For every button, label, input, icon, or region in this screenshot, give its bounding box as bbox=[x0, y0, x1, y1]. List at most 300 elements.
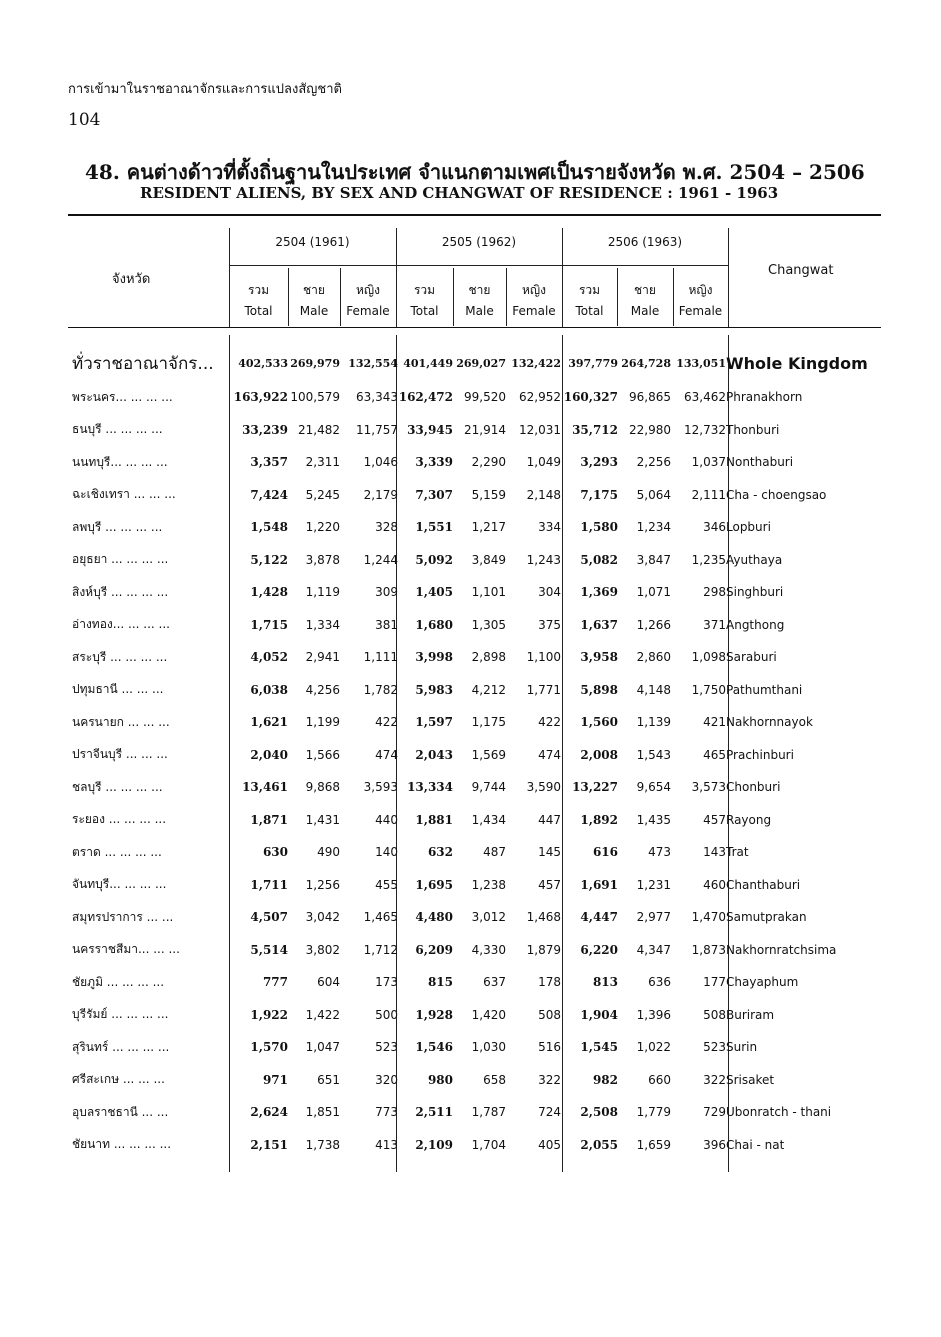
cell-total: 1,904 bbox=[580, 1007, 618, 1022]
cell-total: 5,514 bbox=[250, 942, 288, 957]
cell-male: 1,431 bbox=[305, 812, 340, 827]
cell-total: 1,369 bbox=[580, 585, 618, 600]
cell-male: 1,305 bbox=[471, 617, 506, 632]
cell-male: 1,238 bbox=[471, 877, 506, 892]
cell-total: 2,040 bbox=[250, 747, 288, 762]
cell-female: 773 bbox=[375, 1105, 398, 1120]
cell-male: 1,217 bbox=[471, 520, 506, 535]
cell-male: 473 bbox=[648, 845, 671, 860]
cell-female: 62,952 bbox=[519, 390, 561, 405]
cell-male: 1,199 bbox=[305, 715, 340, 730]
cell-total: 1,545 bbox=[580, 1040, 618, 1055]
cell-total: 4,447 bbox=[580, 910, 618, 925]
province-name-thai: ปราจีนบุรี ... ... ... bbox=[72, 747, 168, 762]
cell-total: 1,551 bbox=[415, 520, 453, 535]
cell-male: 1,266 bbox=[636, 617, 671, 632]
cell-total: 3,998 bbox=[415, 650, 453, 665]
cell-total: 815 bbox=[427, 975, 453, 990]
cell-total: 1,405 bbox=[415, 585, 453, 600]
cell-female: 1,873 bbox=[691, 942, 726, 957]
cell-female: 1,100 bbox=[526, 650, 561, 665]
changwat-name-english: Srisaket bbox=[726, 1072, 775, 1087]
province-name-thai: ชลบุรี ... ... ... ... bbox=[72, 779, 163, 794]
cell-male: 2,290 bbox=[471, 455, 506, 470]
cell-male: 2,256 bbox=[636, 455, 671, 470]
table-row bbox=[72, 706, 887, 739]
cell-male: 2,311 bbox=[305, 455, 340, 470]
cell-total: 1,597 bbox=[415, 715, 453, 730]
table-row bbox=[72, 479, 887, 512]
cell-total: 33,239 bbox=[242, 422, 288, 437]
cell-female: 1,470 bbox=[691, 910, 726, 925]
table-row bbox=[72, 836, 887, 869]
cell-female: 1,111 bbox=[363, 650, 398, 665]
header-sub-female bbox=[673, 280, 728, 322]
cell-total: 630 bbox=[262, 845, 288, 860]
cell-male: 1,434 bbox=[471, 812, 506, 827]
cell-male: 637 bbox=[483, 975, 506, 990]
province-name-thai: ทั่วราชอาณาจักร... bbox=[72, 353, 214, 374]
cell-female: 3,593 bbox=[363, 780, 398, 795]
cell-male: 1,047 bbox=[305, 1040, 340, 1055]
changwat-name-english: Nonthaburi bbox=[726, 455, 794, 470]
cell-male: 9,868 bbox=[305, 780, 340, 795]
cell-total: 2,008 bbox=[580, 747, 618, 762]
cell-total: 1,922 bbox=[250, 1007, 288, 1022]
sub-th: หญิง bbox=[522, 283, 546, 297]
cell-female: 1,046 bbox=[363, 455, 398, 470]
cell-male: 660 bbox=[648, 1072, 671, 1087]
cell-total: 162,472 bbox=[398, 390, 453, 405]
table-row bbox=[72, 1129, 887, 1162]
cell-male: 1,779 bbox=[636, 1105, 671, 1120]
cell-female: 304 bbox=[538, 585, 561, 600]
header-sub-total bbox=[562, 280, 617, 322]
cell-female: 177 bbox=[703, 975, 726, 990]
changwat-name-english: Saraburi bbox=[726, 650, 777, 665]
sub-en: Female bbox=[678, 304, 723, 318]
header-sub-female bbox=[340, 280, 396, 322]
province-name-thai: ศรีสะเกษ ... ... ... bbox=[72, 1072, 165, 1087]
cell-female: 465 bbox=[703, 747, 726, 762]
cell-male: 636 bbox=[648, 975, 671, 990]
table-row bbox=[72, 381, 887, 414]
province-name-thai: จันทบุรี... ... ... ... bbox=[72, 877, 167, 892]
cell-female: 500 bbox=[375, 1007, 398, 1022]
table-row bbox=[72, 739, 887, 772]
province-name-thai: นนทบุรี... ... ... ... bbox=[72, 454, 168, 469]
cell-female: 132,554 bbox=[348, 356, 398, 370]
cell-female: 1,468 bbox=[526, 910, 561, 925]
sub-en: Male bbox=[299, 304, 329, 318]
changwat-name-english: Nakhornnayok bbox=[726, 715, 813, 730]
sub-th: ชาย bbox=[634, 283, 656, 297]
cell-male: 3,042 bbox=[305, 910, 340, 925]
cell-male: 3,847 bbox=[636, 552, 671, 567]
cell-total: 4,052 bbox=[250, 650, 288, 665]
cell-male: 4,347 bbox=[636, 942, 671, 957]
cell-total: 1,892 bbox=[580, 812, 618, 827]
cell-total: 5,898 bbox=[580, 682, 618, 697]
sub-en: Male bbox=[465, 304, 494, 318]
table-row bbox=[72, 641, 887, 674]
top-rule bbox=[68, 214, 881, 216]
cell-female: 346 bbox=[703, 520, 726, 535]
cell-total: 980 bbox=[427, 1072, 453, 1087]
sub-en: Male bbox=[630, 304, 660, 318]
table-row bbox=[72, 869, 887, 902]
sub-en: Female bbox=[346, 304, 390, 318]
province-name-thai: ลพบุรี ... ... ... ... bbox=[72, 519, 163, 534]
header-province: จังหวัด bbox=[112, 272, 151, 287]
cell-total: 402,533 bbox=[238, 356, 288, 370]
cell-male: 1,396 bbox=[636, 1007, 671, 1022]
cell-total: 160,327 bbox=[563, 390, 618, 405]
cell-female: 145 bbox=[538, 845, 561, 860]
cell-total: 1,546 bbox=[415, 1040, 453, 1055]
cell-total: 5,122 bbox=[250, 552, 288, 567]
cell-male: 9,744 bbox=[471, 780, 506, 795]
cell-male: 1,420 bbox=[471, 1007, 506, 1022]
cell-female: 1,712 bbox=[363, 942, 398, 957]
cell-female: 413 bbox=[375, 1137, 398, 1152]
sub-th: หญิง bbox=[688, 283, 713, 297]
header-sub-total bbox=[229, 280, 288, 322]
cell-male: 1,101 bbox=[471, 585, 506, 600]
cell-total: 1,881 bbox=[415, 812, 453, 827]
cell-total: 632 bbox=[427, 845, 453, 860]
cell-female: 309 bbox=[375, 585, 398, 600]
table-title-thai: 48. คนต่างด้าวที่ตั้งถิ่นฐานในประเทศ จำแนกตามเพศเป็นรายจังหวัด พ.ศ. 2504 – 2506 bbox=[85, 160, 865, 184]
cell-total: 7,424 bbox=[250, 487, 288, 502]
cell-total: 616 bbox=[592, 845, 618, 860]
cell-total: 2,624 bbox=[250, 1105, 288, 1120]
cell-male: 2,898 bbox=[471, 650, 506, 665]
cell-total: 1,560 bbox=[580, 715, 618, 730]
header-bottom-rule bbox=[68, 327, 881, 328]
cell-female: 508 bbox=[538, 1007, 561, 1022]
year-underline bbox=[229, 265, 728, 266]
cell-male: 269,979 bbox=[290, 356, 340, 370]
table-row bbox=[72, 446, 887, 479]
cell-male: 9,654 bbox=[636, 780, 671, 795]
cell-female: 1,771 bbox=[526, 682, 561, 697]
cell-female: 1,879 bbox=[526, 942, 561, 957]
province-name-thai: อุบลราชธานี ... ... bbox=[72, 1104, 169, 1119]
table-row-total bbox=[72, 345, 887, 381]
cell-total: 1,691 bbox=[580, 877, 618, 892]
table-row bbox=[72, 934, 887, 967]
province-name-thai: ชัยภูมิ ... ... ... ... bbox=[72, 974, 165, 989]
cell-total: 1,680 bbox=[415, 617, 453, 632]
cell-male: 1,022 bbox=[636, 1040, 671, 1055]
cell-female: 3,590 bbox=[526, 780, 561, 795]
cell-male: 487 bbox=[483, 845, 506, 860]
cell-male: 651 bbox=[317, 1072, 340, 1087]
changwat-name-english: Chai - nat bbox=[726, 1137, 785, 1152]
cell-female: 11,757 bbox=[356, 422, 398, 437]
cell-total: 982 bbox=[592, 1072, 618, 1087]
cell-male: 5,064 bbox=[636, 487, 671, 502]
cell-male: 96,865 bbox=[629, 390, 671, 405]
changwat-name-english: Chonburi bbox=[726, 780, 781, 795]
cell-female: 375 bbox=[538, 617, 561, 632]
cell-female: 1,098 bbox=[691, 650, 726, 665]
table-row bbox=[72, 511, 887, 544]
cell-female: 173 bbox=[375, 975, 398, 990]
sub-th: ชาย bbox=[468, 283, 491, 297]
changwat-name-english: Surin bbox=[726, 1040, 758, 1055]
cell-male: 3,878 bbox=[305, 552, 340, 567]
cell-female: 422 bbox=[538, 715, 561, 730]
changwat-name-english: Thonburi bbox=[726, 422, 780, 437]
sub-th: หญิง bbox=[356, 283, 380, 297]
sub-en: Total bbox=[575, 304, 604, 318]
cell-male: 1,569 bbox=[471, 747, 506, 762]
changwat-name-english: Trat bbox=[726, 845, 749, 860]
cell-total: 4,507 bbox=[250, 910, 288, 925]
table-row bbox=[72, 1031, 887, 1064]
header-year: 2504 (1961) bbox=[275, 235, 350, 249]
cell-female: 140 bbox=[375, 845, 398, 860]
cell-total: 1,871 bbox=[250, 812, 288, 827]
cell-female: 1,037 bbox=[691, 455, 726, 470]
cell-total: 2,109 bbox=[415, 1137, 453, 1152]
cell-total: 2,511 bbox=[415, 1105, 453, 1120]
header-year: 2505 (1962) bbox=[441, 235, 517, 249]
cell-male: 4,148 bbox=[636, 682, 671, 697]
cell-female: 508 bbox=[703, 1007, 726, 1022]
cell-male: 1,851 bbox=[305, 1105, 340, 1120]
cell-female: 63,343 bbox=[356, 390, 398, 405]
cell-female: 298 bbox=[703, 585, 726, 600]
cell-female: 724 bbox=[538, 1105, 561, 1120]
cell-male: 1,119 bbox=[305, 585, 340, 600]
cell-male: 1,030 bbox=[471, 1040, 506, 1055]
sub-th: รวม bbox=[413, 283, 436, 297]
table-row bbox=[72, 966, 887, 999]
cell-male: 1,234 bbox=[636, 520, 671, 535]
changwat-name-english: Ubonratch - thani bbox=[726, 1105, 832, 1120]
cell-male: 1,435 bbox=[636, 812, 671, 827]
changwat-name-english: Rayong bbox=[726, 812, 772, 827]
changwat-name-english: Chanthaburi bbox=[726, 877, 801, 892]
header-sub-total bbox=[396, 280, 453, 322]
header-changwat: Changwat bbox=[768, 263, 834, 278]
cell-female: 132,422 bbox=[511, 356, 561, 370]
sub-th: รวม bbox=[578, 283, 601, 297]
cell-male: 21,914 bbox=[464, 422, 506, 437]
cell-female: 133,051 bbox=[676, 356, 726, 370]
cell-male: 1,422 bbox=[305, 1007, 340, 1022]
cell-male: 1,334 bbox=[305, 617, 340, 632]
cell-female: 447 bbox=[538, 812, 561, 827]
cell-male: 1,139 bbox=[636, 715, 671, 730]
cell-total: 35,712 bbox=[572, 422, 618, 437]
cell-male: 1,738 bbox=[305, 1137, 340, 1152]
cell-total: 5,983 bbox=[415, 682, 453, 697]
cell-female: 460 bbox=[703, 877, 726, 892]
table-row bbox=[72, 901, 887, 934]
cell-total: 7,175 bbox=[580, 487, 618, 502]
header-sub-male bbox=[453, 280, 506, 322]
cell-male: 2,941 bbox=[305, 650, 340, 665]
cell-female: 63,462 bbox=[684, 390, 726, 405]
aliens-table bbox=[72, 345, 887, 1161]
cell-female: 422 bbox=[375, 715, 398, 730]
cell-female: 523 bbox=[703, 1040, 726, 1055]
header-divider bbox=[728, 228, 729, 328]
cell-total: 397,779 bbox=[568, 356, 618, 370]
province-name-thai: นครราชสีมา... ... ... bbox=[72, 942, 180, 957]
cell-female: 1,465 bbox=[363, 910, 398, 925]
sub-th: ชาย bbox=[303, 283, 325, 297]
cell-male: 1,566 bbox=[305, 747, 340, 762]
cell-male: 1,071 bbox=[636, 585, 671, 600]
cell-total: 6,209 bbox=[415, 942, 453, 957]
cell-total: 1,570 bbox=[250, 1040, 288, 1055]
cell-male: 4,212 bbox=[471, 682, 506, 697]
cell-total: 5,082 bbox=[580, 552, 618, 567]
cell-female: 320 bbox=[375, 1072, 398, 1087]
cell-total: 2,508 bbox=[580, 1105, 618, 1120]
province-name-thai: ฉะเชิงเทรา ... ... ... bbox=[72, 487, 176, 502]
province-name-thai: ระยอง ... ... ... ... bbox=[72, 812, 167, 827]
cell-total: 13,334 bbox=[407, 780, 453, 795]
table-row bbox=[72, 576, 887, 609]
cell-female: 396 bbox=[703, 1137, 726, 1152]
cell-male: 1,787 bbox=[471, 1105, 506, 1120]
cell-female: 474 bbox=[375, 747, 398, 762]
cell-male: 5,245 bbox=[305, 487, 340, 502]
header-sub-female bbox=[506, 280, 562, 322]
running-head: การเข้ามาในราชอาณาจักรและการแปลงสัญชาติ bbox=[68, 82, 342, 97]
cell-total: 2,055 bbox=[580, 1137, 618, 1152]
cell-male: 658 bbox=[483, 1072, 506, 1087]
cell-total: 1,711 bbox=[250, 877, 288, 892]
cell-total: 13,461 bbox=[242, 780, 288, 795]
cell-total: 1,548 bbox=[250, 520, 288, 535]
table-title-english: RESIDENT ALIENS, BY SEX AND CHANGWAT OF RESIDENCE : 1961 - 1963 bbox=[140, 184, 779, 202]
cell-total: 7,307 bbox=[415, 487, 453, 502]
sub-en: Total bbox=[244, 304, 273, 318]
cell-female: 440 bbox=[375, 812, 398, 827]
cell-total: 1,637 bbox=[580, 617, 618, 632]
cell-female: 334 bbox=[538, 520, 561, 535]
cell-female: 371 bbox=[703, 617, 726, 632]
cell-female: 1,243 bbox=[526, 552, 561, 567]
changwat-name-english: Singhburi bbox=[726, 585, 784, 600]
cell-female: 1,244 bbox=[363, 552, 398, 567]
cell-female: 322 bbox=[538, 1072, 561, 1087]
changwat-name-english: Angthong bbox=[726, 617, 785, 632]
changwat-name-english: Prachinburi bbox=[726, 747, 794, 762]
header-sub-male bbox=[288, 280, 340, 322]
cell-female: 474 bbox=[538, 747, 561, 762]
cell-male: 604 bbox=[317, 975, 340, 990]
cell-female: 421 bbox=[703, 715, 726, 730]
sub-en: Female bbox=[512, 304, 556, 318]
cell-female: 143 bbox=[703, 845, 726, 860]
changwat-name-english: Phranakhorn bbox=[726, 390, 803, 405]
cell-female: 12,732 bbox=[684, 422, 726, 437]
cell-male: 1,543 bbox=[636, 747, 671, 762]
cell-female: 1,235 bbox=[691, 552, 726, 567]
cell-total: 6,038 bbox=[250, 682, 288, 697]
changwat-name-english: Cha - choengsao bbox=[726, 487, 827, 502]
cell-female: 405 bbox=[538, 1137, 561, 1152]
province-name-thai: สิงห์บุรี ... ... ... ... bbox=[72, 584, 169, 599]
cell-female: 381 bbox=[375, 617, 398, 632]
province-name-thai: สมุทรปราการ ... ... bbox=[72, 909, 174, 924]
changwat-name-english: Buriram bbox=[726, 1007, 775, 1022]
cell-total: 1,695 bbox=[415, 877, 453, 892]
header-sub-male bbox=[617, 280, 673, 322]
province-name-thai: สุรินทร์ ... ... ... ... bbox=[72, 1039, 170, 1054]
changwat-name-english: Chayaphum bbox=[726, 975, 799, 990]
cell-total: 777 bbox=[262, 975, 288, 990]
cell-female: 455 bbox=[375, 877, 398, 892]
table-row bbox=[72, 771, 887, 804]
cell-total: 1,621 bbox=[250, 715, 288, 730]
cell-total: 4,480 bbox=[415, 910, 453, 925]
changwat-name-english: Pathumthani bbox=[726, 682, 803, 697]
cell-total: 1,928 bbox=[415, 1007, 453, 1022]
table-row bbox=[72, 999, 887, 1032]
cell-total: 5,092 bbox=[415, 552, 453, 567]
cell-male: 3,012 bbox=[471, 910, 506, 925]
cell-total: 813 bbox=[592, 975, 618, 990]
cell-female: 328 bbox=[375, 520, 398, 535]
table-row bbox=[72, 1064, 887, 1097]
province-name-thai: ธนบุรี ... ... ... ... bbox=[72, 422, 163, 437]
cell-male: 1,231 bbox=[636, 877, 671, 892]
cell-male: 2,860 bbox=[636, 650, 671, 665]
cell-male: 3,849 bbox=[471, 552, 506, 567]
cell-male: 3,802 bbox=[305, 942, 340, 957]
cell-male: 1,175 bbox=[471, 715, 506, 730]
cell-female: 523 bbox=[375, 1040, 398, 1055]
cell-total: 3,357 bbox=[250, 455, 288, 470]
cell-female: 457 bbox=[538, 877, 561, 892]
cell-male: 99,520 bbox=[464, 390, 506, 405]
changwat-name-english: Whole Kingdom bbox=[726, 353, 868, 373]
table-row bbox=[72, 1096, 887, 1129]
cell-female: 516 bbox=[538, 1040, 561, 1055]
table-row bbox=[72, 544, 887, 577]
province-name-thai: พระนคร... ... ... ... bbox=[72, 389, 173, 404]
cell-total: 1,715 bbox=[250, 617, 288, 632]
cell-male: 4,256 bbox=[305, 682, 340, 697]
cell-male: 2,977 bbox=[636, 910, 671, 925]
cell-male: 1,659 bbox=[636, 1137, 671, 1152]
cell-total: 3,293 bbox=[580, 455, 618, 470]
cell-male: 1,256 bbox=[305, 877, 340, 892]
cell-male: 4,330 bbox=[471, 942, 506, 957]
cell-total: 163,922 bbox=[233, 390, 288, 405]
cell-total: 2,151 bbox=[250, 1137, 288, 1152]
cell-total: 6,220 bbox=[580, 942, 618, 957]
cell-female: 2,111 bbox=[691, 487, 726, 502]
cell-female: 729 bbox=[703, 1105, 726, 1120]
province-name-thai: ชัยนาท ... ... ... ... bbox=[72, 1137, 172, 1152]
table-row bbox=[72, 609, 887, 642]
cell-female: 2,179 bbox=[363, 487, 398, 502]
cell-female: 1,750 bbox=[691, 682, 726, 697]
cell-male: 22,980 bbox=[629, 422, 671, 437]
cell-male: 5,159 bbox=[471, 487, 506, 502]
table-row bbox=[72, 414, 887, 447]
